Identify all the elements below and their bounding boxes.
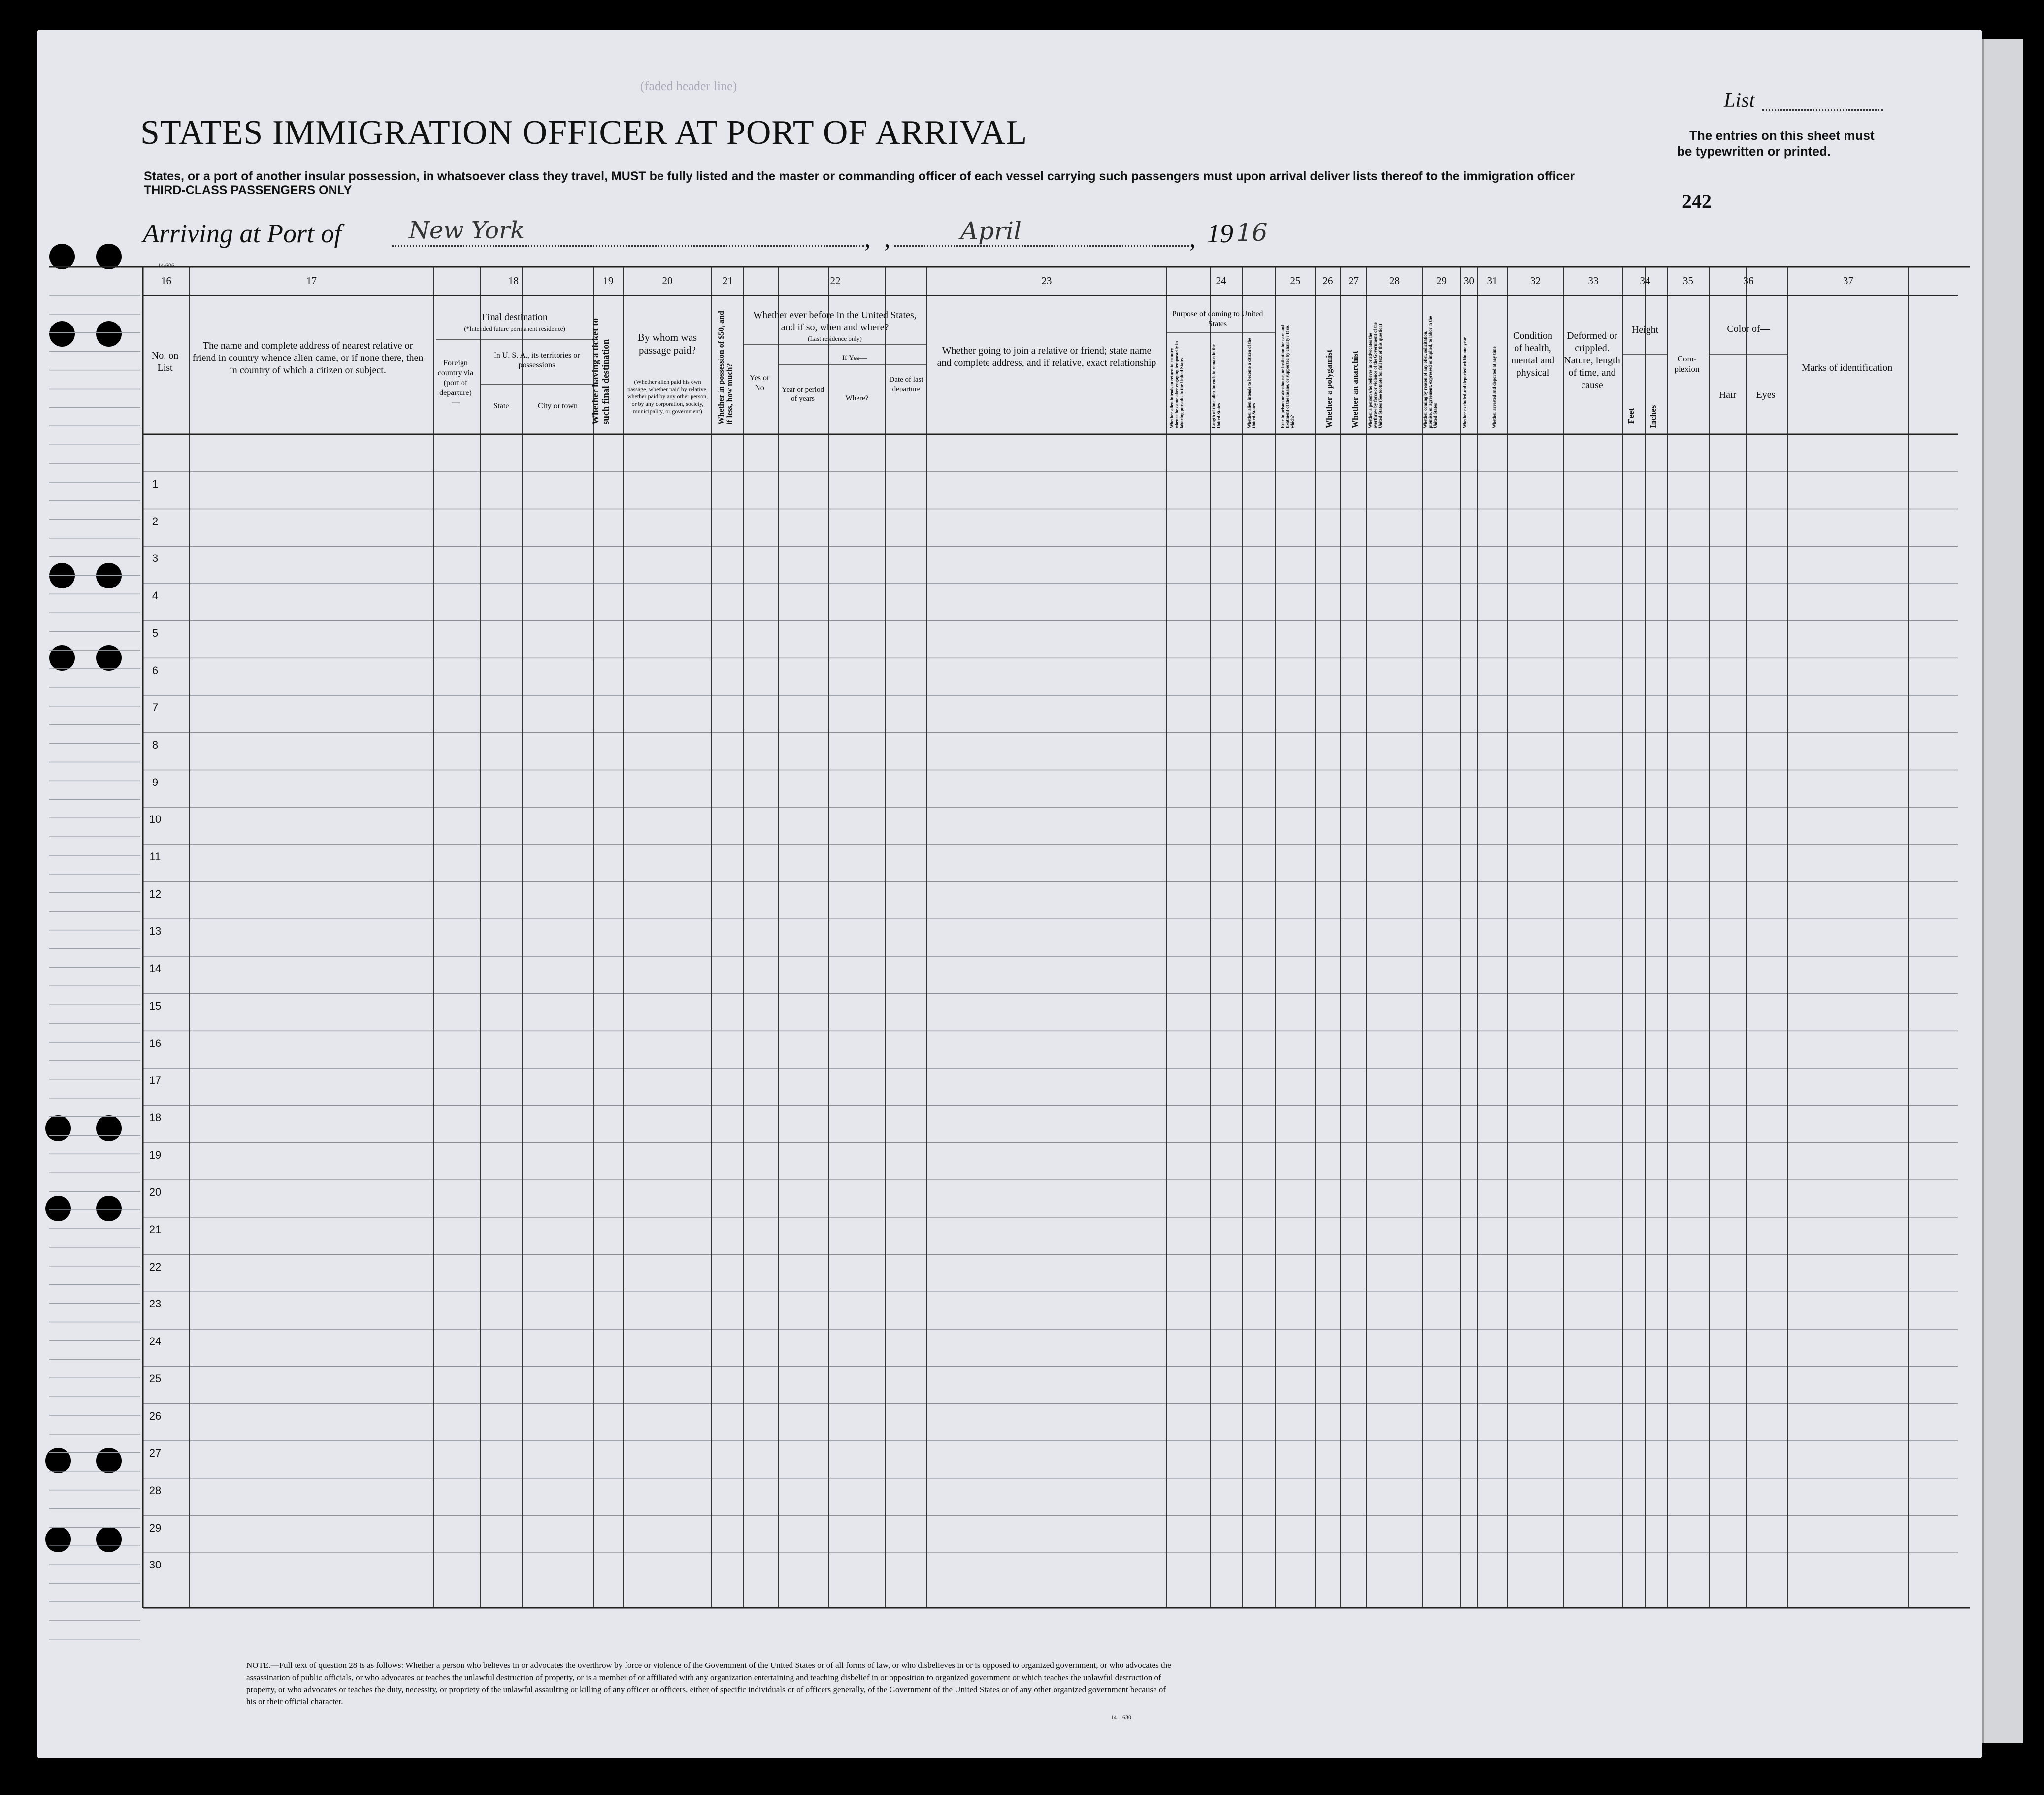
row-number: 24 bbox=[149, 1335, 162, 1348]
row-number: 13 bbox=[149, 925, 162, 938]
row-number: 25 bbox=[149, 1372, 162, 1385]
year-handwritten: 16 bbox=[1236, 218, 1268, 247]
column-number: 20 bbox=[662, 275, 673, 287]
comma: , bbox=[864, 225, 871, 252]
row-number: 23 bbox=[149, 1298, 162, 1310]
page-number: 242 bbox=[1682, 190, 1712, 212]
header-polygamist: Whether a polygamist bbox=[1324, 349, 1334, 428]
header-ticket: Whether having a ticket to such final destination bbox=[591, 318, 611, 424]
header-final-destination-note: (*Intended future permanent residence) bbox=[464, 325, 565, 332]
header-purpose-length: Length of time alien intends to remain in the United States bbox=[1211, 344, 1221, 428]
header-purpose: Purpose of coming to United States bbox=[1172, 310, 1263, 328]
header-health: Condition of health, mental and physical bbox=[1511, 330, 1555, 378]
row-number: 12 bbox=[149, 887, 162, 900]
column-number: 36 bbox=[1743, 275, 1754, 287]
header-labor-offer: Whether coming by reason of any offer, solicitation, promise, or agreement, expressed or implied, to labor in the United States bbox=[1423, 316, 1438, 428]
arriving-label: Arriving at Port of bbox=[143, 219, 342, 248]
faded-header-text: (faded header line) bbox=[640, 79, 737, 93]
column-number: 26 bbox=[1322, 275, 1333, 287]
year-prefix: 19 bbox=[1207, 219, 1233, 248]
header-purpose-citizen: Whether alien intends to become a citizen of the United States bbox=[1247, 338, 1256, 428]
column-number: 34 bbox=[1640, 275, 1650, 287]
header-complexion: Com-plexion bbox=[1674, 354, 1700, 374]
header-no-on-list: No. on List bbox=[151, 350, 179, 373]
header-feet: Feet bbox=[1626, 408, 1636, 424]
subtitle-line-2: THIRD-CLASS PASSENGERS ONLY bbox=[144, 183, 352, 197]
subtitle-line-1: States, or a port of another insular possession, in whatsoever class they travel, MUST be fully listed and the master or commanding officer of each vessel carrying such passengers must upon arrival deliver lists thereof to the immigration officer bbox=[144, 169, 1575, 183]
column-number: 19 bbox=[603, 275, 614, 287]
header-last-departure: Date of last departure bbox=[889, 376, 923, 393]
column-number: 25 bbox=[1290, 275, 1301, 287]
form-code: 14-606 bbox=[158, 262, 174, 269]
column-number: 21 bbox=[723, 275, 733, 287]
row-number: 29 bbox=[149, 1521, 162, 1534]
row-number: 2 bbox=[152, 515, 159, 527]
header-overthrow: Whether a person who believes in or advocates the overthrow by force or violence of the Government of the United States (See footnote for full text of this question) bbox=[1368, 322, 1383, 428]
header-in-usa: In U. S. A., its territories or possessions bbox=[494, 351, 580, 369]
footnote-code: 14—630 bbox=[1111, 1714, 1131, 1721]
footnote: NOTE.—Full text of question 28 is as follows: Whether a person who believes in or advocates the overthrow by force or violence of the Government of the United States or of all forms of law, or who disbelieves in or is opposed to organized government, or who advocates the assassination of public officials, or who advocates or teaches the unlawful destruction of property, or is a member of or affiliated with any organization entertaining and teaching disbelief in or opposition to organized government or which teaches the unlawful destruction of property, or who advocates or teaches the duty, necessity, or propriety of the unlawful assaulting or killing of any officer or officers, either of specific individuals or of officers generally, of the Government of the United States or of any other organized government because of his or their official character. bbox=[246, 1661, 1171, 1706]
comma: , bbox=[884, 225, 890, 252]
entries-note-2: be typewritten or printed. bbox=[1677, 144, 1831, 159]
column-number: 17 bbox=[306, 275, 317, 287]
row-number: 5 bbox=[152, 626, 159, 639]
header-state: State bbox=[493, 402, 509, 410]
row-number: 4 bbox=[152, 589, 159, 602]
page-title: STATES IMMIGRATION OFFICER AT PORT OF ARRIVAL bbox=[140, 114, 1028, 152]
column-number: 18 bbox=[508, 275, 519, 287]
list-label: List bbox=[1724, 89, 1755, 112]
header-year-period: Year or period of years bbox=[782, 386, 824, 403]
row-number: 21 bbox=[149, 1223, 162, 1236]
row-number: 20 bbox=[149, 1186, 162, 1199]
header-inches: Inches bbox=[1648, 405, 1658, 428]
column-number: 33 bbox=[1588, 275, 1599, 287]
comma: , bbox=[1189, 225, 1196, 252]
header-deformed: Deformed or crippled. Nature, length of time, and cause bbox=[1564, 330, 1620, 391]
header-join-relative: Whether going to join a relative or friend; state name and complete address, and if relative, exact relationship bbox=[937, 345, 1156, 368]
column-number: 22 bbox=[830, 275, 841, 287]
column-number: 30 bbox=[1464, 275, 1474, 287]
column-number: 29 bbox=[1436, 275, 1447, 287]
row-number: 14 bbox=[149, 962, 162, 975]
header-ever-in-us-note: (Last residence only) bbox=[808, 335, 862, 342]
column-number: 35 bbox=[1683, 275, 1693, 287]
entries-note-1: The entries on this sheet must bbox=[1689, 128, 1875, 143]
row-number: 1 bbox=[152, 478, 159, 490]
header-where: Where? bbox=[845, 394, 869, 402]
port-handwritten: New York bbox=[409, 217, 525, 244]
row-number: 15 bbox=[149, 999, 162, 1012]
row-number: 19 bbox=[149, 1148, 162, 1161]
header-purpose-return: Whether alien intends to return to country whence he came after engaging temporarily in laboring pursuits in the United States bbox=[1169, 341, 1184, 428]
row-number: 10 bbox=[149, 813, 162, 826]
column-number: 23 bbox=[1041, 275, 1052, 287]
header-fifty-dollars: Whether in possession of $50, and if less, how much? bbox=[717, 311, 734, 424]
header-marks: Marks of identification bbox=[1801, 362, 1893, 373]
row-number: 26 bbox=[149, 1409, 162, 1422]
row-number: 18 bbox=[149, 1111, 162, 1124]
row-number: 17 bbox=[149, 1074, 162, 1087]
row-number: 7 bbox=[152, 701, 159, 714]
header-passage-paid: By whom was passage paid? bbox=[637, 331, 697, 357]
row-number: 6 bbox=[152, 664, 159, 677]
header-ever-in-us: Whether ever before in the United States, and if so, when and where? bbox=[753, 310, 917, 333]
header-final-destination: Final destination bbox=[482, 312, 548, 323]
row-number: 22 bbox=[149, 1260, 162, 1273]
row-number: 30 bbox=[149, 1559, 162, 1571]
header-if-yes: If Yes— bbox=[842, 354, 867, 362]
header-prison: Ever in prison or almshouse, or institution for care and treatment of the insane, or supported by charity? If so, which? bbox=[1280, 324, 1295, 428]
row-number: 9 bbox=[152, 776, 159, 788]
header-eyes: Eyes bbox=[1756, 390, 1776, 400]
header-arrested: Whether arrested and deported at any time bbox=[1492, 346, 1497, 428]
column-number: 31 bbox=[1487, 275, 1498, 287]
header-height: Height bbox=[1631, 325, 1659, 335]
header-hair: Hair bbox=[1718, 390, 1737, 400]
header-excluded: Whether excluded and deported within one year bbox=[1462, 337, 1467, 428]
row-number: 11 bbox=[149, 850, 161, 863]
column-number: 24 bbox=[1216, 275, 1226, 287]
header-foreign-country: Foreign country via (port of departure)— bbox=[437, 359, 474, 407]
row-number: 28 bbox=[149, 1484, 162, 1497]
header-relative-address: The name and complete address of nearest relative or friend in country whence alien came, or if none there, then in country of which a citizen or subject. bbox=[192, 340, 424, 376]
header-color-of: Color of— bbox=[1727, 324, 1770, 334]
header-city: City or town bbox=[538, 402, 578, 410]
header-anarchist: Whether an anarchist bbox=[1351, 350, 1360, 428]
row-number: 3 bbox=[152, 552, 159, 565]
column-number: 32 bbox=[1530, 275, 1541, 287]
row-number: 16 bbox=[149, 1037, 162, 1049]
month-handwritten: April bbox=[960, 217, 1022, 245]
column-number: 27 bbox=[1349, 275, 1359, 287]
column-number: 28 bbox=[1389, 275, 1400, 287]
header-passage-note: (Whether alien paid his own passage, whether paid by relative, whether paid by any other person, or by any corporation, society, municipality, or government) bbox=[627, 378, 708, 415]
row-number: 27 bbox=[149, 1447, 162, 1460]
header-yes-no: Yes or No bbox=[749, 374, 770, 392]
column-number: 37 bbox=[1843, 275, 1853, 287]
row-number: 8 bbox=[152, 738, 159, 751]
column-number: 16 bbox=[161, 275, 171, 287]
